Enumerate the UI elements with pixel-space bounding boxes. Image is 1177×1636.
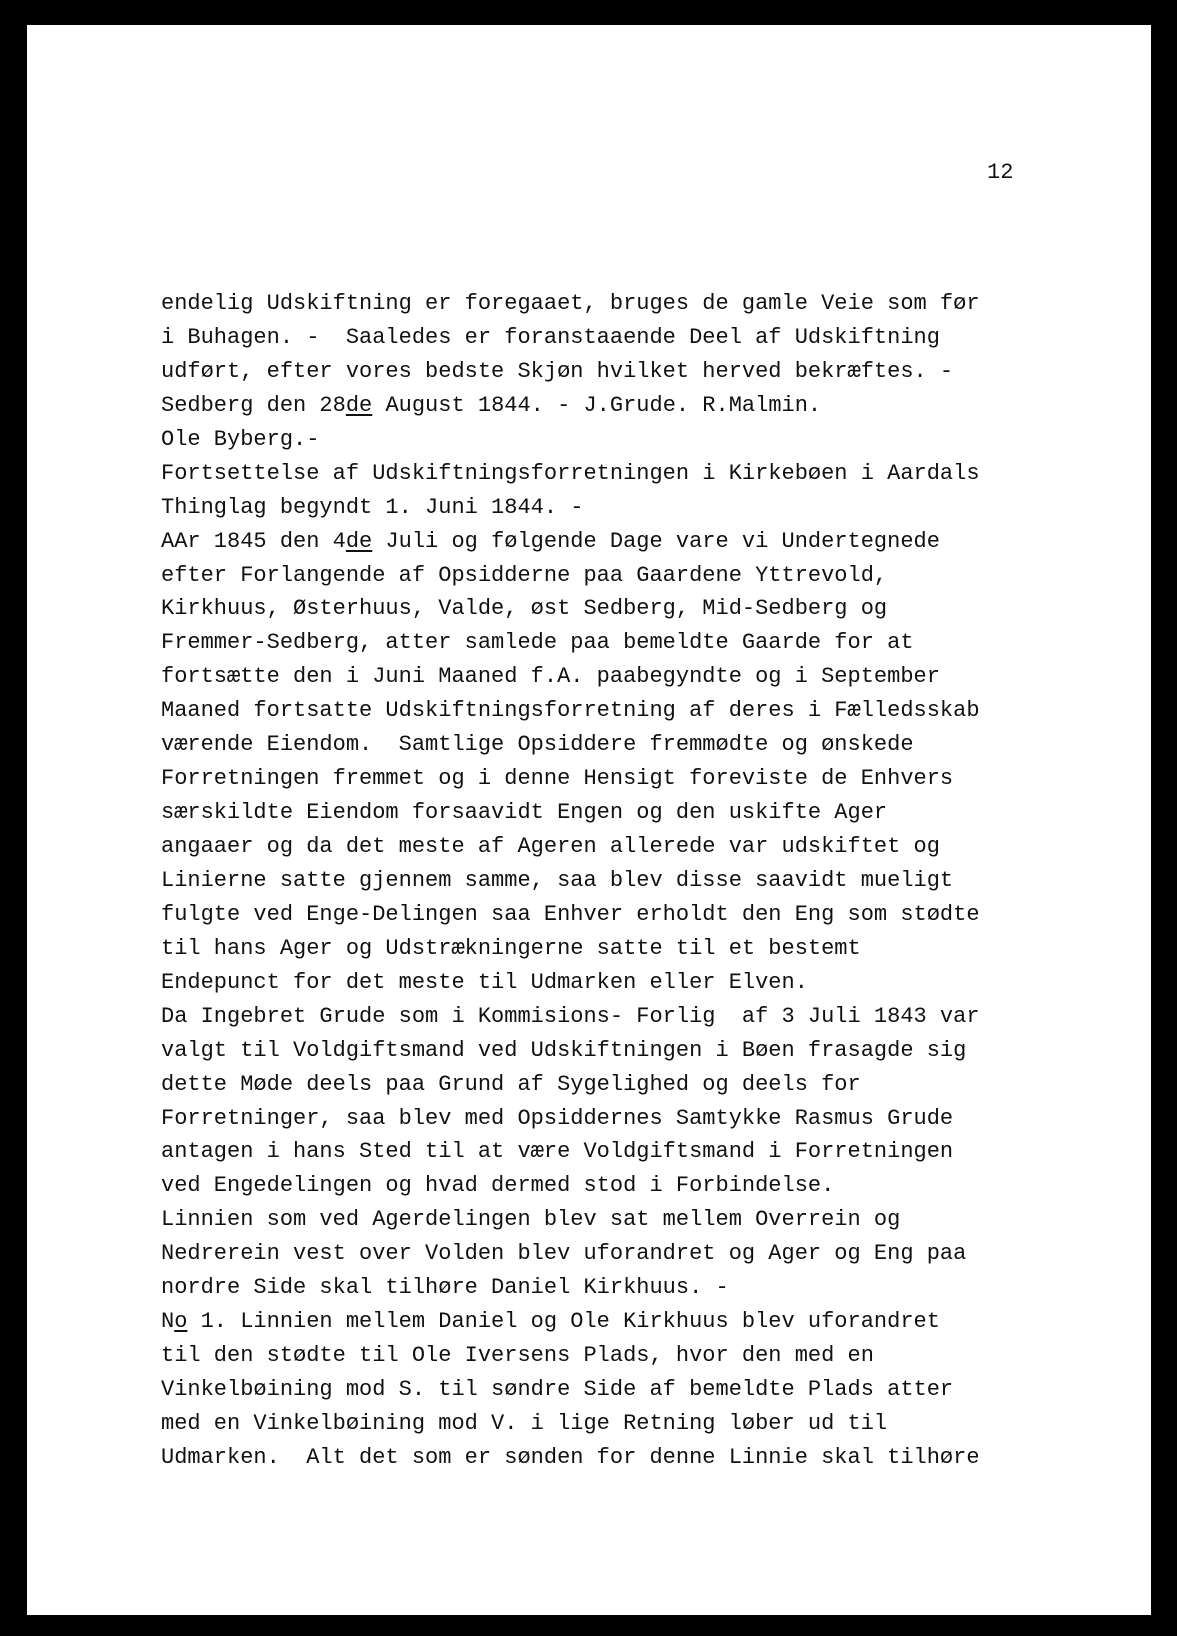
line-text: Fortsettelse af Udskiftningsforretningen i Kirkebøen i Aardals <box>161 460 980 486</box>
text-line <box>161 321 1081 355</box>
line-text: dette Møde deels paa Grund af Sygelighed og deels for <box>161 1071 861 1097</box>
text-line <box>161 1441 1081 1475</box>
line-text: til den stødte til Ole Iversens Plads, hvor den med en <box>161 1343 874 1369</box>
line-text: Ole Byberg.- <box>161 426 320 452</box>
line-text-rest: Juli og følgende Dage vare vi Undertegnede <box>372 528 940 554</box>
text-line <box>161 762 1081 796</box>
line-text: Sedberg den 28 <box>161 392 346 418</box>
text-line <box>161 1237 1081 1271</box>
line-text: udført, efter vores bedste Skjøn hvilket herved bekræftes. - <box>161 358 954 384</box>
underlined-superscript: de <box>345 392 373 418</box>
text-line <box>161 287 1081 321</box>
line-text-rest: 1. Linnien mellem Daniel og Ole Kirkhuus blev uforandret <box>187 1309 940 1335</box>
line-text: Forretninger, saa blev med Opsiddernes Samtykke Rasmus Grude <box>161 1105 954 1131</box>
line-text: Fremmer-Sedberg, atter samlede paa bemeldte Gaarde for at <box>161 630 914 656</box>
line-text: værende Eiendom. Samtlige Opsiddere fremmødte og ønskede <box>161 732 914 758</box>
text-line <box>161 1068 1081 1102</box>
line-text: valgt til Voldgiftsmand ved Udskiftningen i Bøen frasagde sig <box>161 1037 967 1063</box>
line-text: med en Vinkelbøining mod V. i lige Retning løber ud til <box>161 1410 888 1436</box>
text-line <box>161 592 1081 626</box>
text-line <box>161 830 1081 864</box>
line-text: Linierne satte gjennem samme, saa blev disse saavidt mueligt <box>161 867 954 893</box>
text-line <box>161 1102 1081 1136</box>
text-line <box>161 355 1081 389</box>
line-text: endelig Udskiftning er foregaaet, bruges de gamle Veie som før <box>161 291 980 316</box>
text-line <box>161 1407 1081 1441</box>
line-text: Thinglag begyndt 1. Juni 1844. - <box>161 494 584 520</box>
line-text: Da Ingebret Grude som i Kommisions- Forlig af 3 Juli 1843 var <box>161 1003 980 1029</box>
line-text: til hans Ager og Udstrækningerne satte til et bestemt <box>161 935 861 961</box>
line-text: Kirkhuus, Østerhuus, Valde, øst Sedberg, Mid-Sedberg og <box>161 596 888 622</box>
line-text: Endepunct for det meste til Udmarken eller Elven. <box>161 969 808 995</box>
line-text: Maaned fortsatte Udskiftningsforretning af deres i Fælledsskab <box>161 698 980 724</box>
text-line <box>161 1169 1081 1203</box>
page-number: 12 <box>987 160 1014 185</box>
line-text: N <box>161 1309 175 1335</box>
text-line <box>161 1203 1081 1237</box>
text-line <box>161 423 1081 457</box>
line-text: nordre Side skal tilhøre Daniel Kirkhuus. - <box>161 1275 729 1301</box>
line-text: Linnien som ved Agerdelingen blev sat mellem Overrein og <box>161 1207 901 1233</box>
underlined-superscript: de <box>345 528 373 554</box>
line-text: fortsætte den i Juni Maaned f.A. paabegyndte og i September <box>161 664 940 690</box>
text-line <box>161 932 1081 966</box>
text-line <box>161 525 1081 559</box>
text-line <box>161 1305 1081 1339</box>
line-text: i Buhagen. - Saaledes er foranstaaende Deel af Udskiftning <box>161 324 940 350</box>
text-line <box>161 389 1081 423</box>
text-line <box>161 966 1081 1000</box>
text-line <box>161 1034 1081 1068</box>
line-text: antagen i hans Sted til at være Voldgiftsmand i Forretningen <box>161 1139 954 1165</box>
line-text: angaaer og da det meste af Ageren allerede var udskiftet og <box>161 834 940 859</box>
text-line <box>161 1373 1081 1407</box>
text-line <box>161 1000 1081 1034</box>
line-text: efter Forlangende af Opsidderne paa Gaardene Yttrevold, <box>161 562 888 588</box>
text-line <box>161 864 1081 898</box>
text-line <box>161 898 1081 932</box>
line-text: fulgte ved Enge-Delingen saa Enhver erholdt den Eng som stødte <box>161 901 980 927</box>
line-text: ved Engedelingen og hvad dermed stod i Forbindelse. <box>161 1173 835 1199</box>
line-text: Vinkelbøining mod S. til søndre Side af bemeldte Plads atter <box>161 1377 954 1402</box>
line-text: AAr 1845 den 4 <box>161 528 346 554</box>
line-text: Forretningen fremmet og i denne Hensigt foreviste de Enhvers <box>161 766 954 792</box>
text-line <box>161 694 1081 728</box>
text-line <box>161 1135 1081 1169</box>
document-page <box>27 25 1151 1615</box>
text-line <box>161 796 1081 830</box>
line-text: Nedrerein vest over Volden blev uforandret og Ager og Eng paa <box>161 1241 967 1267</box>
text-line <box>161 1271 1081 1305</box>
underlined-superscript: o <box>174 1309 188 1335</box>
line-text: Udmarken. Alt det som er sønden for denne Linnie skal tilhøre <box>161 1444 980 1470</box>
text-line <box>161 457 1081 491</box>
text-line <box>161 626 1081 660</box>
text-line <box>161 1339 1081 1373</box>
line-text-rest: August 1844. - J.Grude. R.Malmin. <box>372 392 822 418</box>
text-line <box>161 728 1081 762</box>
line-text: særskildte Eiendom forsaavidt Engen og den uskifte Ager <box>161 800 888 826</box>
text-line <box>161 491 1081 525</box>
text-line <box>161 559 1081 593</box>
text-line <box>161 660 1081 694</box>
transcription-body <box>161 287 1081 1475</box>
